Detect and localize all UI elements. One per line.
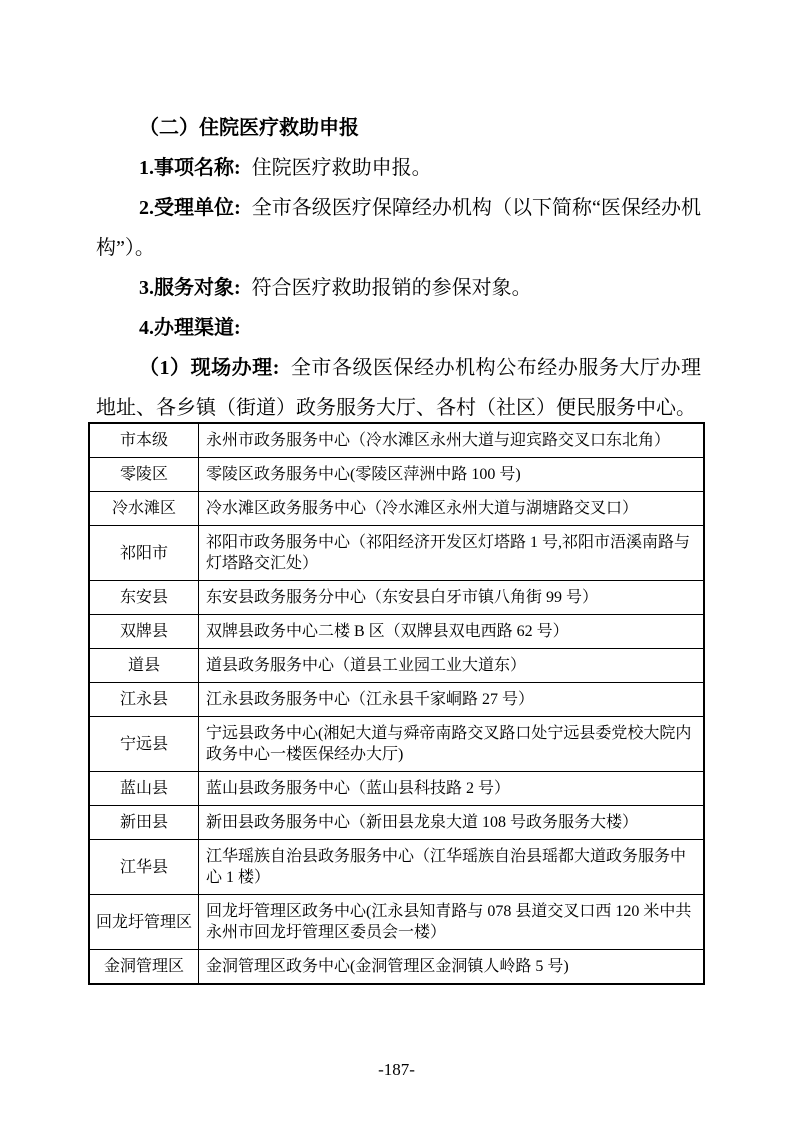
paragraph-label: （1）现场办理: (139, 357, 280, 379)
table-row (89, 895, 704, 950)
address-cell: 东安县政务服务分中心（东安县白牙市镇八角街 99 号） (199, 581, 705, 615)
office-table-wrap (88, 422, 701, 985)
table-row (89, 772, 704, 806)
region-cell: 冷水滩区 (89, 492, 199, 526)
table-row (89, 458, 704, 492)
region-cell: 道县 (89, 649, 199, 683)
table-row (89, 806, 704, 840)
paragraph-onsite-handling (96, 348, 701, 428)
address-cell: 江永县政务服务中心（江永县千家峒路 27 号） (199, 683, 705, 717)
paragraph-text: 全市各级医保经办机构公布经办服务大厅办理地址、各乡镇（街道）政务服务大厅、各村（社区）便民服务中心。 (96, 357, 701, 419)
region-cell: 宁远县 (89, 717, 199, 772)
region-cell: 回龙圩管理区 (89, 895, 199, 950)
paragraph-accepting-unit (96, 188, 701, 268)
address-cell: 宁远县政务中心(湘妃大道与舜帝南路交叉路口处宁远县委党校大院内政务中心一楼医保经办大厅) (199, 717, 705, 772)
paragraph-text: 全市各级医疗保障经办机构（以下简称“医保经办机构”）。 (96, 197, 701, 259)
table-row (89, 683, 704, 717)
paragraph-label: 3.服务对象: (139, 277, 241, 299)
address-cell: 蓝山县政务服务中心（蓝山县科技路 2 号） (199, 772, 705, 806)
address-cell: 金洞管理区政务中心(金洞管理区金洞镇人岭路 5 号) (199, 950, 705, 985)
table-row (89, 717, 704, 772)
section-heading: （二）住院医疗救助申报 (139, 117, 359, 139)
paragraph-service-target (96, 268, 701, 308)
region-cell: 市本级 (89, 423, 199, 458)
region-cell: 金洞管理区 (89, 950, 199, 985)
address-cell: 永州市政务服务中心（冷水滩区永州大道与迎宾路交叉口东北角） (199, 423, 705, 458)
table-row (89, 492, 704, 526)
region-cell: 零陵区 (89, 458, 199, 492)
table-row (89, 950, 704, 985)
paragraph-label: 1.事项名称: (139, 157, 241, 179)
address-cell: 新田县政务服务中心（新田县龙泉大道 108 号政务服务大楼） (199, 806, 705, 840)
region-cell: 祁阳市 (89, 526, 199, 581)
office-table-body (89, 423, 704, 984)
paragraph-label: 4.办理渠道: (139, 317, 241, 339)
table-row (89, 840, 704, 895)
region-cell: 江华县 (89, 840, 199, 895)
paragraph-channels (96, 308, 701, 348)
table-row (89, 581, 704, 615)
table-row (89, 615, 704, 649)
address-cell: 江华瑶族自治县政务服务中心（江华瑶族自治县瑶都大道政务服务中心 1 楼） (199, 840, 705, 895)
paragraph-item-name (96, 148, 701, 188)
address-cell: 道县政务服务中心（道县工业园工业大道东） (199, 649, 705, 683)
table-row (89, 526, 704, 581)
office-address-table (88, 422, 705, 985)
table-row (89, 649, 704, 683)
page-number: -187- (378, 1060, 415, 1079)
region-cell: 东安县 (89, 581, 199, 615)
region-cell: 新田县 (89, 806, 199, 840)
address-cell: 冷水滩区政务服务中心（冷水滩区永州大道与湖塘路交叉口） (199, 492, 705, 526)
region-cell: 蓝山县 (89, 772, 199, 806)
address-cell: 祁阳市政务服务中心（祁阳经济开发区灯塔路 1 号,祁阳市浯溪南路与灯塔路交汇处） (199, 526, 705, 581)
address-cell: 双牌县政务中心二楼 B 区（双牌县双电西路 62 号） (199, 615, 705, 649)
address-cell: 零陵区政务服务中心(零陵区萍洲中路 100 号) (199, 458, 705, 492)
region-cell: 双牌县 (89, 615, 199, 649)
paragraph-text: 住院医疗救助申报。 (251, 157, 432, 179)
region-cell: 江永县 (89, 683, 199, 717)
table-row (89, 423, 704, 458)
paragraph-text: 符合医疗救助报销的参保对象。 (251, 277, 532, 299)
paragraph-label: 2.受理单位: (139, 197, 241, 219)
address-cell: 回龙圩管理区政务中心(江永县知青路与 078 县道交叉口西 120 米中共永州市回龙圩管理区委员会一楼） (199, 895, 705, 950)
